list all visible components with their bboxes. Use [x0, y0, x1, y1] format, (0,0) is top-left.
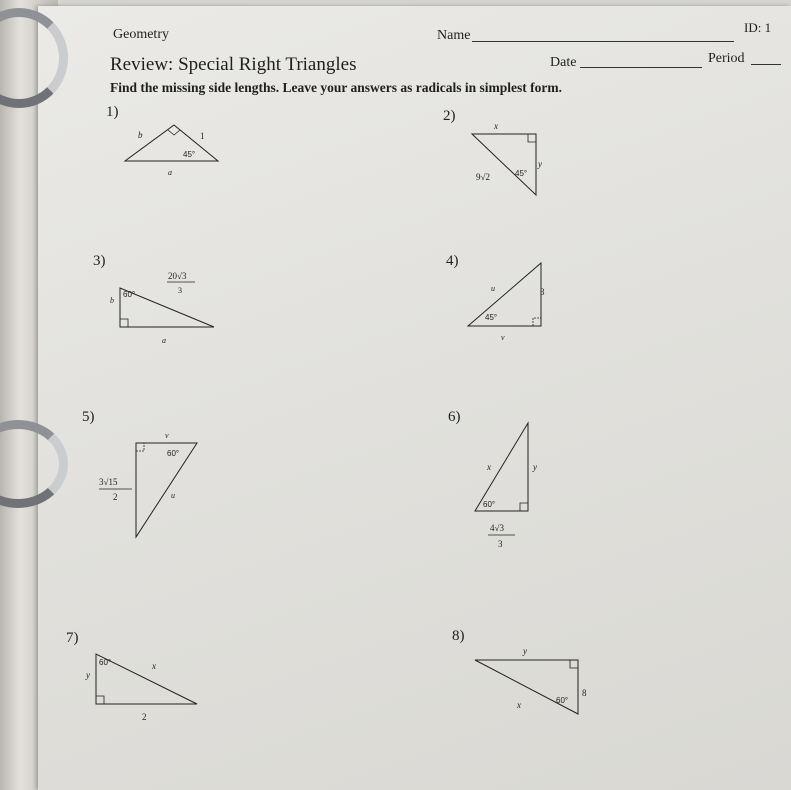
- instructions: Find the missing side lengths. Leave your answers as radicals in simplest form.: [110, 80, 563, 95]
- p8-label-x: x: [517, 700, 521, 710]
- p5-left-numerator: 3√15: [99, 477, 118, 487]
- p3-hyp-denominator: 3: [178, 286, 182, 295]
- p2-label-y: y: [538, 159, 542, 169]
- p7-label-y: y: [86, 670, 90, 680]
- p5-label-v: v: [165, 431, 169, 440]
- period-field[interactable]: [751, 64, 781, 65]
- p7-angle: 60°: [99, 658, 112, 667]
- p5-angle: 60°: [167, 449, 180, 458]
- p8-label-8: 8: [582, 688, 587, 698]
- triangle-figure-4: [465, 258, 555, 343]
- p8-angle: 60°: [556, 696, 569, 705]
- p5-label-u: u: [171, 491, 175, 500]
- problem-number-4: 4): [446, 253, 459, 269]
- p4-label-v: v: [501, 333, 505, 342]
- triangle-figure-5: [95, 425, 205, 545]
- problem-number-7: 7): [66, 630, 79, 646]
- p2-label-left: 9√2: [476, 172, 490, 182]
- p6-label-y: y: [533, 462, 537, 472]
- date-label: Date: [550, 55, 577, 70]
- p2-angle: 45°: [515, 169, 528, 178]
- p6-bottom-numerator: 4√3: [490, 523, 504, 533]
- triangle-figure-8: [470, 642, 610, 717]
- triangle-figure-1: [120, 118, 230, 183]
- p6-label-x: x: [487, 462, 491, 472]
- p8-label-y: y: [523, 646, 527, 656]
- problem-number-1: 1): [106, 104, 119, 120]
- date-field[interactable]: [580, 67, 702, 68]
- triangle-figure-7: [84, 646, 214, 726]
- p7-label-2: 2: [142, 712, 147, 722]
- p4-angle: 45°: [485, 313, 498, 322]
- triangle-figure-2: [470, 120, 550, 205]
- problem-number-5: 5): [82, 409, 95, 425]
- problem-number-6: 6): [448, 409, 461, 425]
- p1-label-a: a: [168, 168, 172, 177]
- problem-number-8: 8): [452, 628, 465, 644]
- p1-angle: 45°: [183, 150, 196, 159]
- p5-left-denominator: 2: [113, 492, 118, 502]
- p3-label-b: b: [110, 296, 114, 305]
- id-label: ID: 1: [744, 20, 772, 35]
- problem-number-3: 3): [93, 253, 106, 269]
- p3-hyp-numerator: 20√3: [168, 271, 187, 281]
- worksheet-title: Review: Special Right Triangles: [110, 54, 357, 75]
- p4-label-u: u: [491, 284, 495, 293]
- period-label: Period: [708, 51, 745, 66]
- p7-label-x: x: [152, 661, 156, 671]
- p1-label-1: 1: [200, 131, 205, 141]
- name-field[interactable]: [472, 41, 734, 42]
- p4-label-3: 3: [540, 287, 545, 297]
- p1-label-b: b: [138, 130, 143, 140]
- triangle-figure-3: [110, 265, 220, 350]
- problem-number-2: 2): [443, 108, 456, 124]
- name-label: Name: [437, 28, 471, 43]
- course-name: Geometry: [113, 27, 169, 42]
- p3-angle: 60°: [123, 290, 136, 299]
- p3-label-a: a: [162, 336, 166, 345]
- p6-angle: 60°: [483, 500, 496, 509]
- p2-label-x: x: [494, 121, 498, 131]
- p6-bottom-denominator: 3: [498, 539, 503, 549]
- triangle-figure-6: [470, 418, 550, 553]
